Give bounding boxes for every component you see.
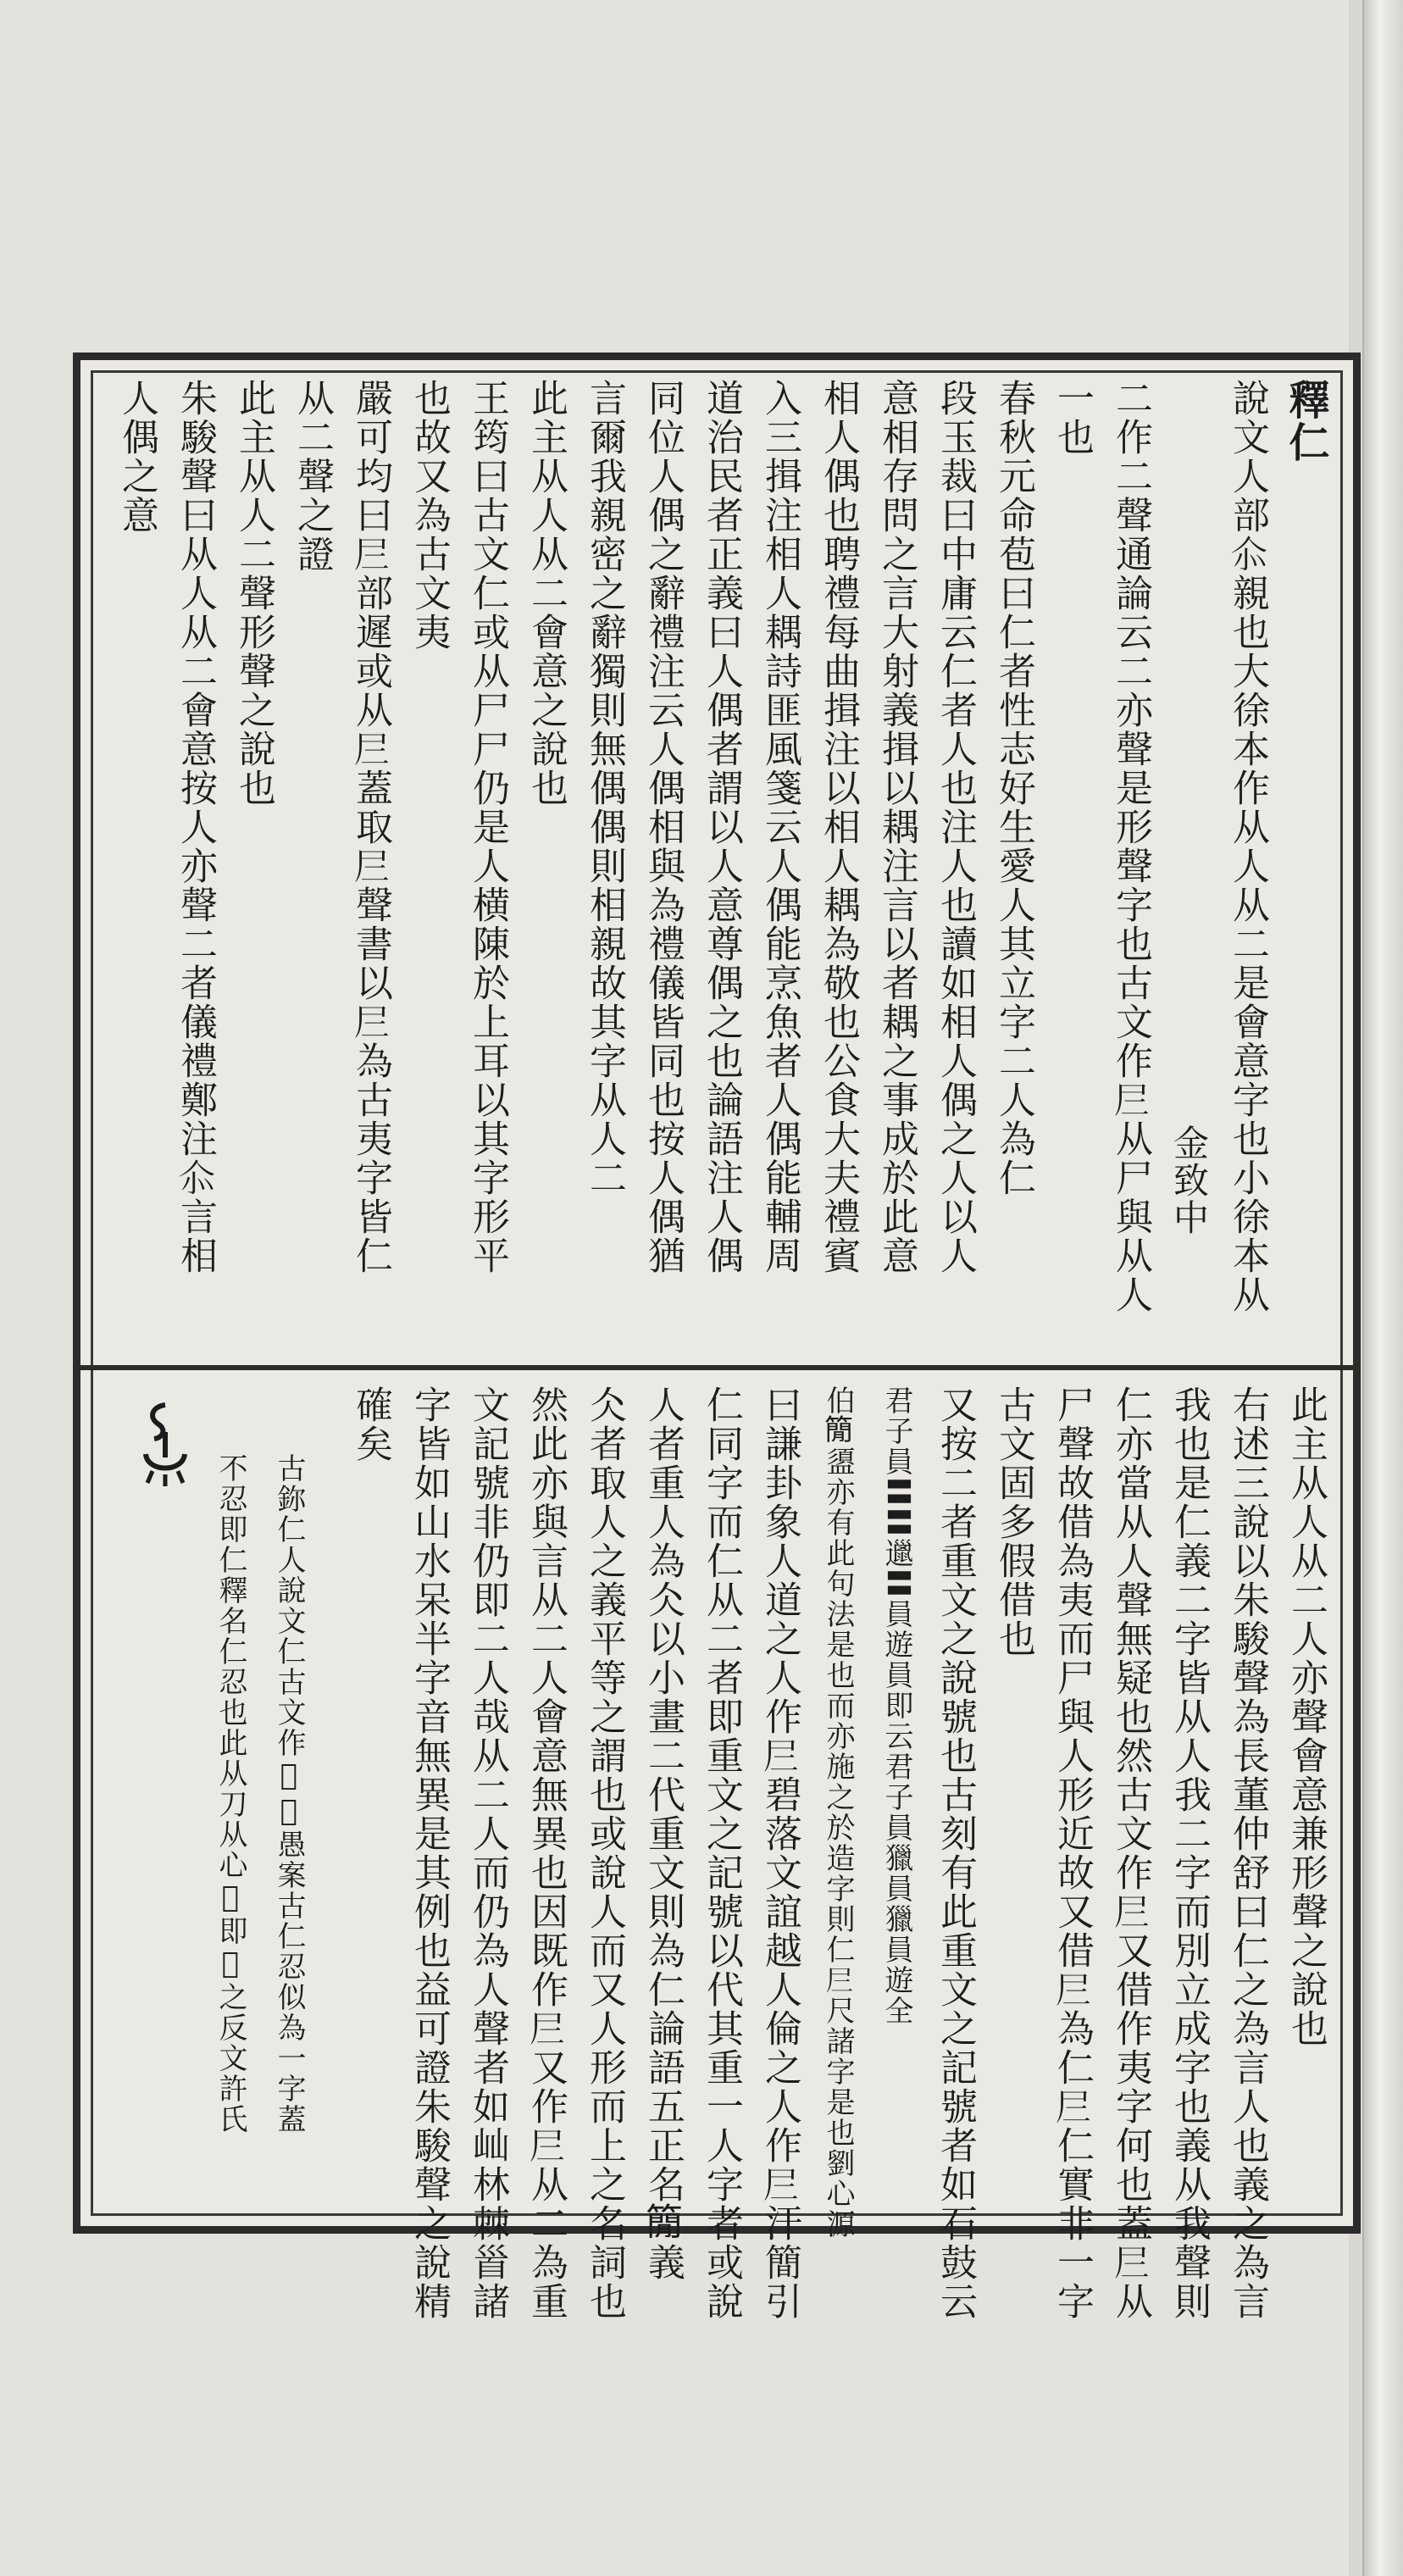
text-column: 曰謙卦象人道之人作𡰥碧落文誼越人倫之人作𡰥汗簡引 — [758, 1385, 801, 2321]
article-title: 釋仁 — [1282, 379, 1329, 464]
text-column: 二作二聲通論云二亦聲是形聲字也古文作𡰥从尸與从人 — [1109, 379, 1152, 1314]
text-column: 嚴可均曰𡰥部遲或从𡰥蓋取𡰥聲書以𡰥為古夷字皆仁 — [349, 379, 392, 1275]
text-column: 此主从人从二人亦聲會意兼形聲之說也 — [1284, 1385, 1328, 2048]
text-column: 然此亦與言从二人會意無異也因既作𡰥又作𡰥从二為重 — [524, 1385, 568, 2321]
text-column: 春秋元命苞曰仁者性志好生愛人其立字二人為仁 — [992, 379, 1035, 1197]
text-column: 伯𥳑盨亦有此句法是也而亦施之於造字則仁𡰥尺諸字是也劉心源 — [821, 1385, 855, 2240]
text-column: 仁同字而仁从二者即重文之記號以代其重一人字者或說 — [700, 1385, 743, 2321]
text-column: 君子員〓〓邋〓員遊員即云君子員獵員獵員遊全 — [879, 1385, 913, 2026]
section-divider — [80, 1365, 1353, 1370]
author-name: 金致中 — [1168, 1124, 1210, 1236]
text-column: 相人偶也聘禮每曲揖注以相人耦為敬也公食大夫禮賓 — [817, 379, 860, 1275]
text-column: 段玉裁曰中庸云仁者人也注人也讀如相人偶之人以人 — [934, 379, 977, 1275]
text-column: 入三揖注相人耦詩匪風箋云人偶能烹魚者人偶能輔周 — [758, 379, 801, 1275]
text-column: 人偶之意 — [115, 379, 158, 535]
text-column: 同位人偶之辭禮注云人偶相與為禮儀皆同也按人偶猶 — [641, 379, 685, 1275]
colophon-column: 古鉨仁人說文仁古文作𢗅𢗅愚案古仁忍似為一字蓋 — [272, 1453, 306, 2135]
text-column: 此主从人从二會意之說也 — [524, 379, 568, 808]
text-column: 意相存問之言大射義揖以耦注言以者耦之事成於此意 — [875, 379, 918, 1275]
text-column: 確矣 — [349, 1385, 392, 1463]
page-edge — [1362, 0, 1403, 2576]
page-frame — [73, 353, 1361, 2321]
text-column: 右述三說以朱駿聲為長董仲舒曰仁之為言人也義之為言 — [1226, 1385, 1269, 2321]
ancient-seal-glyph-icon — [136, 1398, 195, 1491]
text-column: 仁亦當从人聲無疑也然古文作𡰥又借作夷字何也蓋𡰥从 — [1109, 1385, 1152, 2321]
upper-text-block — [103, 379, 1331, 1353]
text-column: 道治民者正義曰人偶者謂以人意尊偶之也論語注人偶 — [700, 379, 743, 1275]
text-column: 朱駿聲曰从人从二會意按人亦聲二者儀禮鄭注𠇍言相 — [174, 379, 217, 1275]
colophon-column: 不忍即仁釋名仁忍也此从刀从心𢗅即𢗅之反文許氏 — [214, 1453, 247, 2135]
text-column: 文記號非仍即二人哉从二人而仍為人聲者如屾林棘𩠐諸 — [466, 1385, 509, 2321]
text-column: 說文人部𠇍親也大徐本作从人从二是會意字也小徐本从 — [1226, 379, 1269, 1314]
lower-text-block — [103, 1385, 1331, 2321]
text-column: 古文固多假借也 — [992, 1385, 1035, 1658]
text-column: 人者重人為仌以小畫二代重文則為仁論語五正名𥳑義 — [641, 1385, 685, 2282]
text-column: 又按二者重文之說號也古刻有此重文之記號者如石鼓云 — [934, 1385, 977, 2321]
text-column: 仌者取人之義平等之謂也或說人而又人形而上之名詞也 — [583, 1385, 626, 2321]
text-column: 也故又為古文夷 — [408, 379, 451, 652]
text-column: 王筠曰古文仁或从尸尸仍是人横陳於上耳以其字形平 — [466, 379, 509, 1275]
text-column: 字皆如山水呆半字音無異是其例也益可證朱駿聲之說精 — [408, 1385, 451, 2321]
text-column: 我也是仁義二字皆从人我二字而別立成字也義从我聲則 — [1167, 1385, 1211, 2321]
text-column: 言爾我親密之辭獨則無偶偶則相親故其字从人二 — [583, 379, 626, 1197]
text-column: 一也 — [1051, 379, 1094, 457]
text-column: 从二聲之證 — [291, 379, 334, 574]
text-column: 此主从人二聲形聲之說也 — [232, 379, 275, 808]
text-column: 尸聲故借為夷而尸與人形近故又借𡰥為仁𡰥仁實非一字 — [1051, 1385, 1094, 2321]
